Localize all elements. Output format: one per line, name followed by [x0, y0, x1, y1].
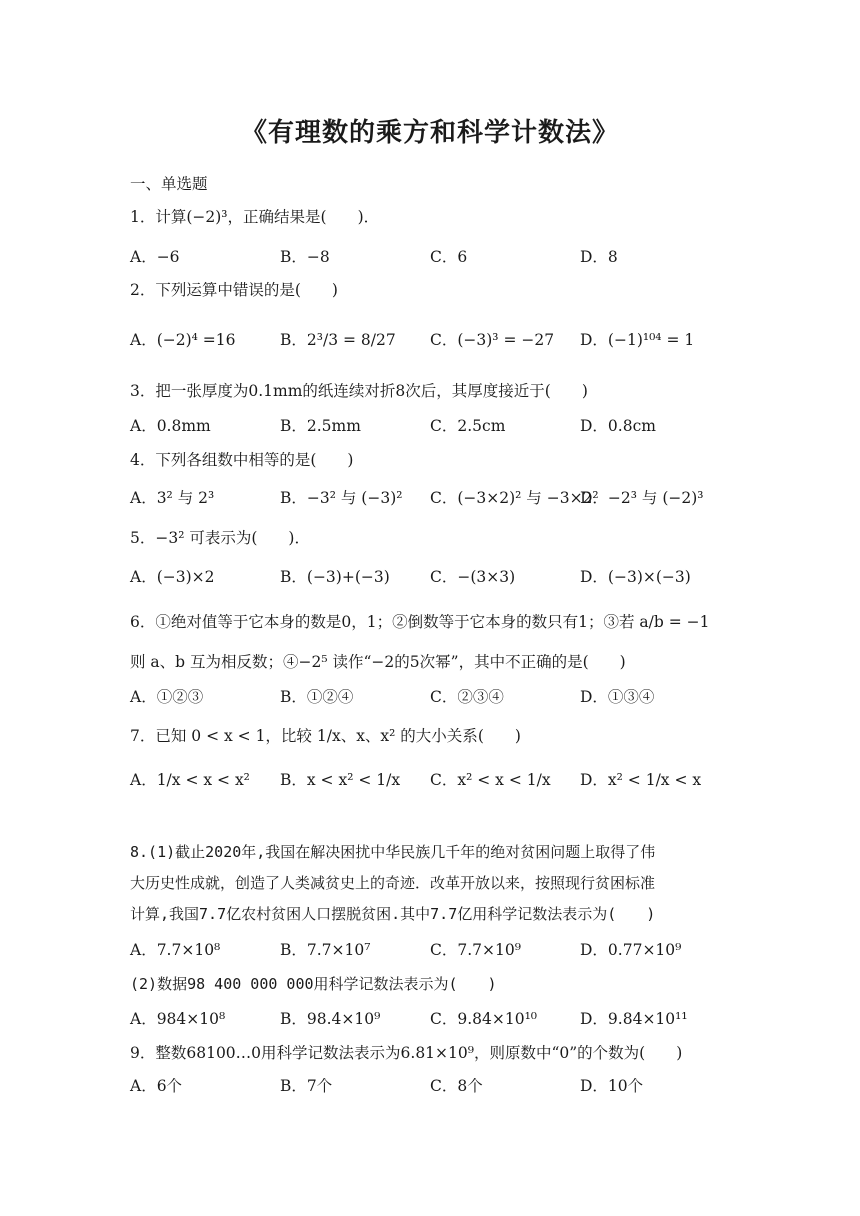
option-a: A．3² 与 2³ — [130, 489, 215, 507]
option-c: C．−(3×3) — [430, 568, 516, 586]
option-a: A．7.7×10⁸ — [130, 941, 221, 959]
question-8-stem-line-3: 计算,我国7.7亿农村贫困人口摆脱贫困.其中7.7亿用科学记数法表示为( ) — [130, 905, 656, 923]
question-6-options — [130, 685, 770, 715]
question-1-options — [130, 245, 770, 275]
option-a: A．1/x < x < x² — [130, 771, 250, 789]
question-2-stem: 2．下列运算中错误的是( ) — [130, 281, 338, 299]
question-1-stem: 1．计算(−2)³，正确结果是( )． — [130, 208, 380, 226]
option-b: B．2³/3 = 8/27 — [280, 331, 396, 349]
question-7-options — [130, 768, 770, 798]
option-a: A．①②③ — [130, 688, 204, 706]
option-c: C．(−3)³ = −27 — [430, 331, 555, 349]
option-b: B．7.7×10⁷ — [280, 941, 371, 959]
question-2-options — [130, 328, 770, 358]
question-4-options — [130, 486, 770, 516]
option-d: D．−2³ 与 (−2)³ — [580, 489, 704, 507]
option-d: D．(−3)×(−3) — [580, 568, 691, 586]
question-6-stem-line-2: 则 a、b 互为相反数；④−2⁵ 读作“−2的5次幂”，其中不正确的是( ) — [130, 653, 626, 671]
question-3-options — [130, 414, 770, 444]
option-a: A．−6 — [130, 248, 180, 266]
question-8-2-stem: (2)数据98 400 000 000用科学记数法表示为( ) — [130, 975, 497, 993]
question-9-stem: 9．整数68100…0用科学记数法表示为6.81×10⁹，则原数中“0”的个数为( ) — [130, 1044, 683, 1062]
option-a: A．0.8mm — [130, 417, 211, 435]
option-c: C．6 — [430, 248, 468, 266]
option-b: B．7个 — [280, 1077, 333, 1095]
option-d: D．(−1)¹⁰⁴ = 1 — [580, 331, 695, 349]
question-8-stem-line-2: 大历史性成就，创造了人类减贫史上的奇迹．改革开放以来，按照现行贫困标准 — [130, 874, 656, 892]
page-title: 《有理数的乘方和科学计数法》 — [240, 118, 619, 148]
option-d: D．9.84×10¹¹ — [580, 1010, 688, 1028]
option-c: C．7.7×10⁹ — [430, 941, 521, 959]
option-b: B．−3² 与 (−3)² — [280, 489, 403, 507]
question-3-stem: 3．把一张厚度为0.1mm的纸连续对折8次后，其厚度接近于( ) — [130, 382, 588, 400]
option-c: C．8个 — [430, 1077, 483, 1095]
question-8-stem: 8.(1)截止2020年,我国在解决困扰中华民族几千年的绝对贫困问题上取得了伟 — [130, 843, 656, 861]
question-7-stem: 7．已知 0 < x < 1，比较 1/x、x、x² 的大小关系( ) — [130, 727, 521, 745]
question-4-stem: 4．下列各组数中相等的是( ) — [130, 451, 354, 469]
option-b: B．98.4×10⁹ — [280, 1010, 381, 1028]
question-9-options — [130, 1074, 770, 1104]
question-5-stem: 5．−3² 可表示为( )． — [130, 529, 310, 547]
option-d: D．10个 — [580, 1077, 644, 1095]
question-8-1-options — [130, 938, 770, 968]
option-c: C．9.84×10¹⁰ — [430, 1010, 538, 1028]
option-a: A．(−2)⁴ =16 — [130, 331, 236, 349]
option-d: D．8 — [580, 248, 618, 266]
option-b: B．−8 — [280, 248, 330, 266]
option-b: B．x < x² < 1/x — [280, 771, 401, 789]
option-c: C．(−3×2)² 与 −3×2² — [430, 489, 599, 507]
option-b: B．2.5mm — [280, 417, 361, 435]
option-d: D．0.77×10⁹ — [580, 941, 682, 959]
question-5-options — [130, 565, 770, 595]
option-a: A．6个 — [130, 1077, 183, 1095]
question-8-2-options — [130, 1007, 770, 1037]
option-c: C．2.5cm — [430, 417, 506, 435]
option-b: B．①②④ — [280, 688, 354, 706]
option-a: A．984×10⁸ — [130, 1010, 226, 1028]
question-6-stem: 6．①绝对值等于它本身的数是0，1；②倒数等于它本身的数只有1；③若 a/b = −1 — [130, 613, 710, 631]
option-d: D．①③④ — [580, 688, 655, 706]
option-c: C．②③④ — [430, 688, 504, 706]
option-a: A．(−3)×2 — [130, 568, 215, 586]
option-b: B．(−3)+(−3) — [280, 568, 390, 586]
option-d: D．x² < 1/x < x — [580, 771, 702, 789]
option-c: C．x² < x < 1/x — [430, 771, 551, 789]
section-heading: 一、单选题 — [130, 175, 208, 193]
option-d: D．0.8cm — [580, 417, 656, 435]
